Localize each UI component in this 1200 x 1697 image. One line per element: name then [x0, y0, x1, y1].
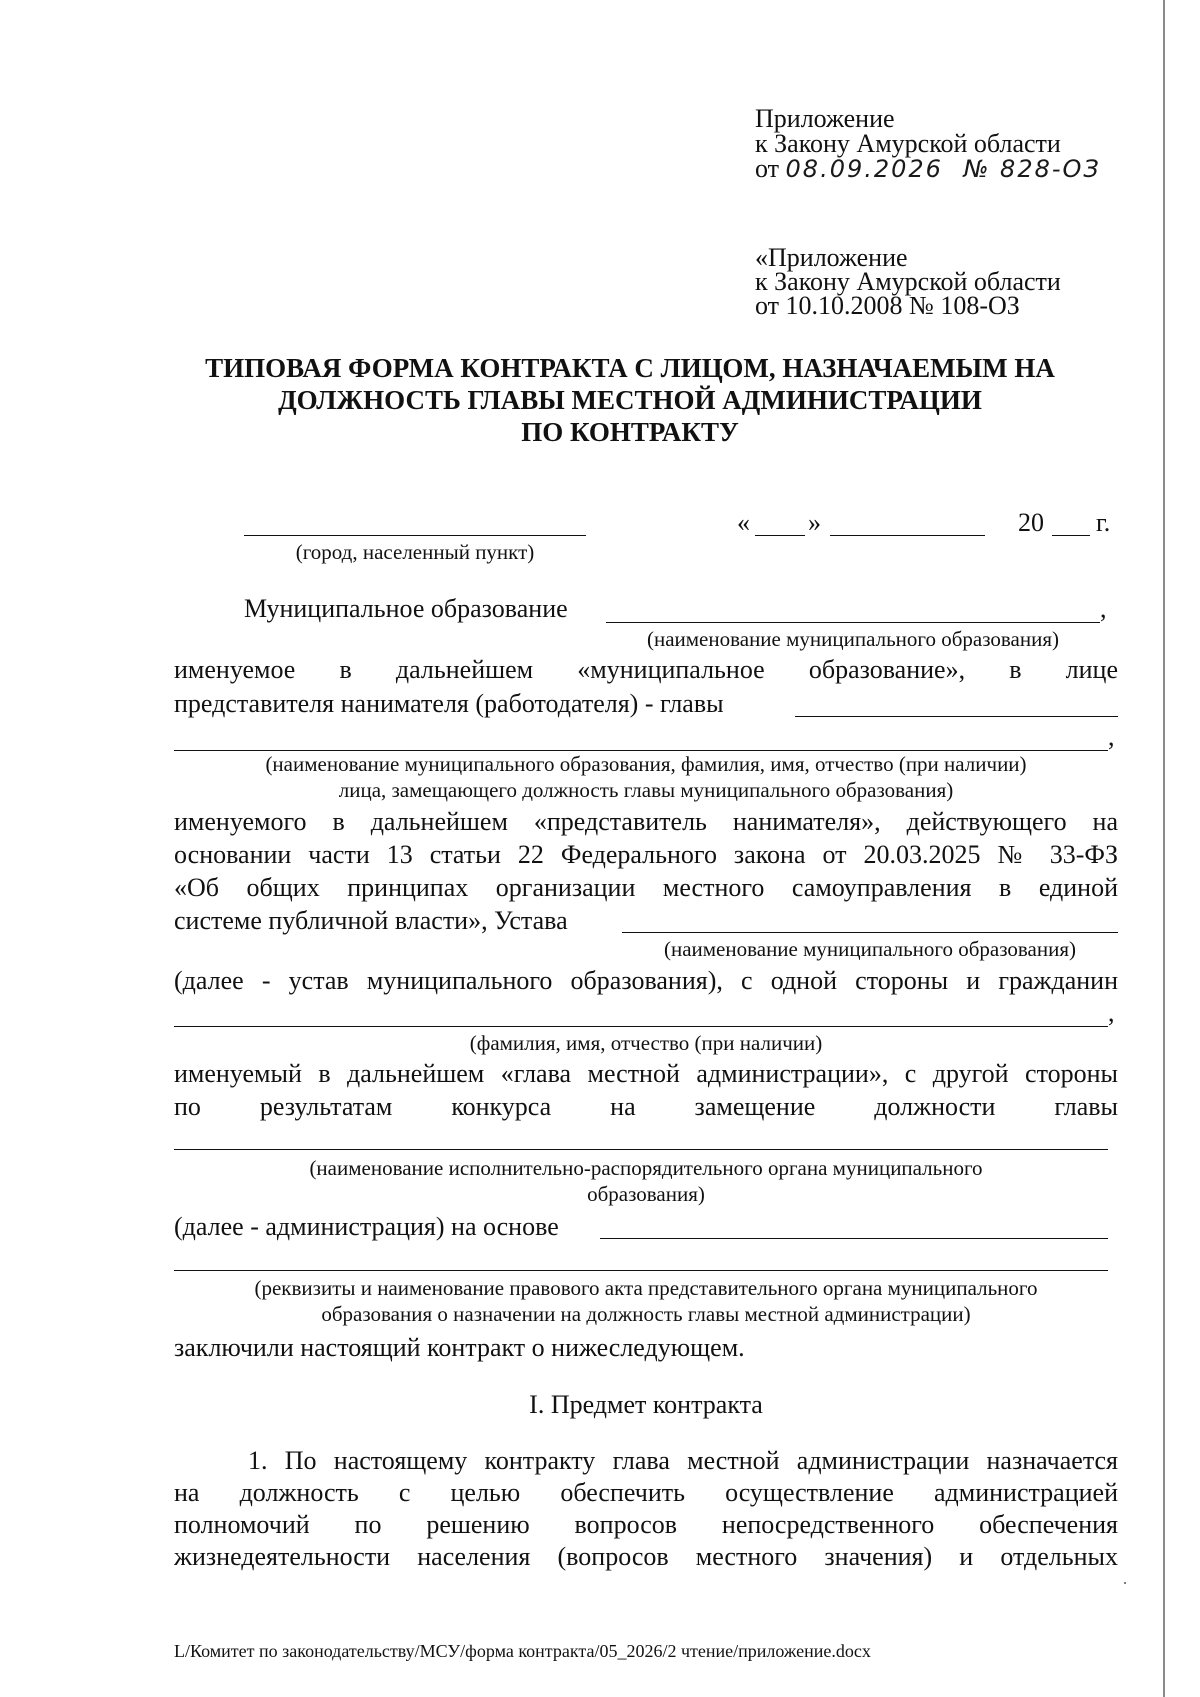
head-caption-line-1: (наименование муниципального образования, фамилия, имя, отчество (при наличии) [265, 752, 1027, 776]
handwritten-number: № 828-ОЗ [963, 155, 1101, 183]
text-line-acting-4: системе публичной власти», Устава [174, 906, 568, 935]
text-line-results: по результатам конкурса на замещение должности главы [174, 1092, 1118, 1121]
paragraph-1-line-2: на должность с целью обеспечить осуществление администрацией [174, 1478, 1118, 1507]
act-caption-line-2: образования о назначении на должность главы местной администрации) [321, 1302, 971, 1326]
text-line-representative: представителя нанимателя (работодателя) - главы [174, 689, 724, 718]
quote-open: « [737, 508, 750, 537]
head-caption-line-2: лица, замещающего должность главы муниципального образования) [338, 778, 954, 802]
document-title-line-3: ПО КОНТРАКТУ [521, 417, 739, 447]
head-name-field-line-1 [795, 716, 1118, 717]
handwritten-date: 08.09.2026 [785, 155, 943, 183]
document-title-line-2: ДОЛЖНОСТЬ ГЛАВЫ МЕСТНОЙ АДМИНИСТРАЦИИ [278, 385, 982, 415]
quote-close: » [808, 508, 821, 537]
charter-caption: (наименование муниципального образования) [663, 937, 1077, 961]
text-line-acting-2: основании части 13 статьи 22 Федерального закона от 20.03.2025 № 33-ФЗ [174, 840, 1118, 869]
month-field-line [830, 535, 985, 536]
org-caption-line-1: (наименование исполнительно-распорядительного органа муниципального [309, 1156, 983, 1180]
appendix-date-line [755, 154, 1101, 184]
section-heading: I. Предмет контракта [529, 1390, 763, 1419]
text-line-named: именуемое в дальнейшем «муниципальное образование», в лице [174, 655, 1118, 684]
mo-name-caption: (наименование муниципального образования) [646, 627, 1060, 651]
act-field-line-1 [600, 1238, 1108, 1239]
paragraph-1-line-4: жизнедеятельности населения (вопросов местного значения) и отдельных [174, 1542, 1118, 1571]
mo-name-field-line [606, 622, 1100, 623]
fio-caption: (фамилия, имя, отчество (при наличии) [469, 1031, 823, 1055]
old-appendix-law: к Закону Амурской области [755, 267, 1061, 296]
org-caption-line-2: образования) [587, 1182, 705, 1206]
year-field-line [1052, 535, 1090, 536]
year-prefix: 20 [1018, 508, 1044, 537]
head-name-field-line-2 [174, 750, 1108, 751]
text-line-charter: (далее - устав муниципального образования), с одной стороны и гражданин [174, 966, 1118, 995]
text-line-concluded: заключили настоящий контракт о нижеследующем. [174, 1333, 745, 1362]
citizen-name-field-line [174, 1026, 1108, 1027]
text-line-named-head: именуемый в дальнейшем «глава местной администрации», с другой стороны [174, 1059, 1118, 1088]
org-name-field-line [174, 1149, 1108, 1150]
file-path-footer: L/Комитет по законодательству/МСУ/форма контракта/05_2026/2 чтение/приложение.docx [174, 1641, 871, 1661]
act-field-line-2 [174, 1270, 1108, 1271]
scan-edge-line [1163, 0, 1165, 1697]
old-appendix-label: «Приложение [755, 243, 908, 272]
text-line-acting-3: «Об общих принципах организации местного самоуправления в единой [174, 873, 1118, 902]
mo-label: Муниципальное образование [244, 594, 568, 623]
text-line-acting-1: именуемого в дальнейшем «представитель нанимателя», действующего на [174, 807, 1118, 836]
comma: , [1108, 998, 1115, 1027]
scan-speck [1124, 1582, 1126, 1584]
text-line-admin: (далее - администрация) на основе [174, 1212, 559, 1241]
old-appendix-date: от 10.10.2008 № 108-ОЗ [755, 291, 1020, 320]
act-caption-line-1: (реквизиты и наименование правового акта представительного органа муниципального [254, 1276, 1038, 1300]
appendix-label: Приложение [755, 104, 895, 133]
place-field-line [244, 535, 586, 536]
appendix-law: к Закону Амурской области [755, 129, 1061, 158]
paragraph-1-line-1: 1. По настоящему контракту глава местной администрации назначается [248, 1446, 1118, 1475]
comma: , [1108, 722, 1115, 751]
comma: , [1100, 594, 1107, 623]
day-field-line [755, 535, 805, 536]
place-caption: (город, населенный пункт) [295, 540, 535, 564]
year-suffix: г. [1096, 508, 1111, 537]
document-title-line-1: ТИПОВАЯ ФОРМА КОНТРАКТА С ЛИЦОМ, НАЗНАЧАЕМЫМ НА [205, 353, 1055, 383]
charter-field-line [622, 932, 1118, 933]
paragraph-1-line-3: полномочий по решению вопросов непосредственного обеспечения [174, 1510, 1118, 1539]
date-prefix: от [755, 154, 780, 183]
